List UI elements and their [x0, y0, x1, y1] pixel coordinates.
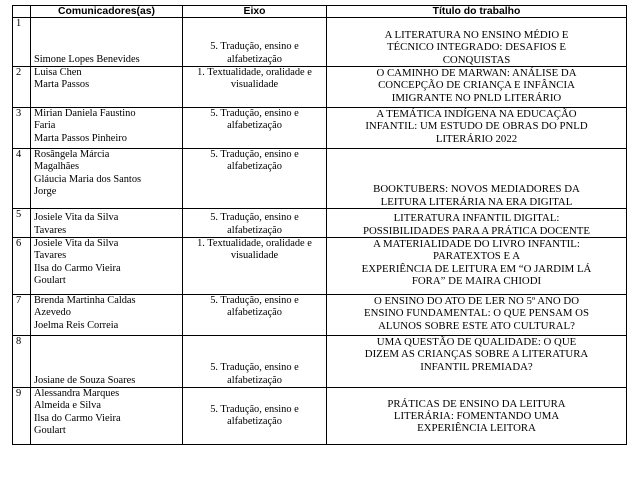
axis-line: visualidade: [230, 79, 279, 91]
author-line: Josiele Vita da Silva: [34, 238, 119, 249]
row-title: [327, 209, 627, 238]
title-line: LITERATURA INFANTIL DIGITAL:: [393, 212, 560, 225]
table-row: [13, 18, 627, 67]
author-line: Josiane de Souza Soares: [34, 374, 136, 386]
table-row: [13, 209, 627, 238]
title-line: DIZEM AS CRIANÇAS SOBRE A LITERATURA: [364, 348, 589, 361]
header-axis: Eixo: [183, 6, 327, 18]
author-line: Goulart: [34, 424, 66, 436]
row-authors: [31, 149, 183, 209]
axis-line: 1. Textualidade, oralidade e: [197, 238, 312, 249]
author-line: Simone Lopes Benevides: [34, 53, 140, 65]
axis-line: 5. Tradução, ensino e: [210, 403, 299, 415]
row-title: [327, 18, 627, 67]
row-authors: [31, 238, 183, 295]
axis-line: alfabetização: [227, 120, 282, 132]
row-title: [327, 336, 627, 388]
table-row: [13, 336, 627, 388]
table-row: [13, 149, 627, 209]
title-line: EXPERIÊNCIA DE LEITURA EM “O JARDIM LÁ: [361, 262, 592, 275]
row-authors: [31, 295, 183, 336]
title-line: PARATEXTOS E A: [433, 250, 520, 263]
row-title: [327, 67, 627, 108]
author-line: Brenda Martinha Caldas: [34, 295, 136, 306]
table-row: [13, 108, 627, 149]
row-title: [327, 295, 627, 336]
axis-line: alfabetização: [227, 307, 282, 319]
row-number: 8: [13, 336, 31, 388]
table-header-row: [13, 6, 627, 18]
title-line: O CAMINHO DE MARWAN: ANÁLISE DA: [376, 67, 577, 79]
row-title: [327, 108, 627, 149]
axis-line: alfabetização: [227, 53, 282, 65]
presentations-table: [12, 5, 627, 445]
row-axis: [183, 209, 327, 238]
header-number: [13, 6, 31, 18]
axis-line: 5. Tradução, ensino e: [210, 362, 299, 374]
table-row: [13, 388, 627, 445]
row-axis: [183, 108, 327, 149]
title-line: A TEMÁTICA INDÍGENA NA EDUCAÇÃO: [376, 108, 577, 120]
author-line: Faria: [34, 120, 56, 132]
axis-line: 5. Tradução, ensino e: [210, 149, 299, 160]
axis-line: visualidade: [230, 250, 279, 262]
row-authors: [31, 336, 183, 388]
author-line: Gláucia Maria dos Santos: [34, 173, 142, 185]
axis-line: 5. Tradução, ensino e: [210, 108, 299, 119]
axis-line: alfabetização: [227, 161, 282, 173]
author-line: Jorge: [34, 185, 57, 197]
title-line: POSSIBILIDADES PARA A PRÁTICA DOCENTE: [363, 224, 590, 237]
axis-line: alfabetização: [227, 416, 282, 427]
title-line: INFANTIL: UM ESTUDO DE OBRAS DO PNLD: [365, 120, 588, 133]
row-number: 1: [13, 18, 31, 67]
axis-line: 5. Tradução, ensino e: [210, 295, 299, 306]
author-line: Tavares: [34, 224, 67, 236]
title-line: TÉCNICO INTEGRADO: DESAFIOS E: [386, 41, 567, 54]
author-line: Luisa Chen: [34, 67, 82, 78]
title-line: BOOKTUBERS: NOVOS MEDIADORES DA: [373, 183, 580, 196]
title-line: LITERÁRIA: FOMENTANDO UMA: [393, 409, 560, 422]
table-row: [13, 238, 627, 295]
axis-line: 5. Tradução, ensino e: [210, 41, 299, 53]
axis-line: 1. Textualidade, oralidade e: [197, 67, 312, 78]
author-line: Azevedo: [34, 307, 71, 319]
title-line: ALUNOS SOBRE ESTE ATO CULTURAL?: [378, 319, 575, 332]
author-line: Rosângela Márcia: [34, 149, 110, 160]
row-title: [327, 149, 627, 209]
row-title: [327, 388, 627, 445]
title-line: INFANTIL PREMIADA?: [420, 360, 533, 373]
title-line: CONQUISTAS: [442, 53, 511, 66]
title-line: LEITURA LITERÁRIA NA ERA DIGITAL: [380, 195, 573, 208]
axis-line: 5. Tradução, ensino e: [210, 212, 299, 224]
row-number: 3: [13, 108, 31, 149]
title-line: IMIGRANTE NO PNLD LITERÁRIO: [391, 91, 562, 104]
title-line: ENSINO FUNDAMENTAL: O QUE PENSAM OS: [364, 307, 589, 320]
title-line: PRÁTICAS DE ENSINO DA LEITURA: [387, 397, 566, 410]
author-line: Ilsa do Carmo Vieira: [34, 262, 121, 274]
author-line: Joelma Reis Correia: [34, 319, 119, 331]
title-line: CONCEPÇÃO DE CRIANÇA E INFÂNCIA: [378, 79, 575, 92]
author-line: Magalhães: [34, 161, 80, 173]
row-axis: [183, 18, 327, 67]
row-axis: [183, 295, 327, 336]
title-line: A MATERIALIDADE DO LIVRO INFANTIL:: [373, 238, 580, 250]
row-axis: [183, 149, 327, 209]
row-axis: [183, 336, 327, 388]
title-line: LITERÁRIO 2022: [435, 132, 518, 145]
row-number: 6: [13, 238, 31, 295]
author-line: Marta Passos Pinheiro: [34, 132, 127, 144]
table-row: [13, 295, 627, 336]
row-number: 2: [13, 67, 31, 108]
row-number: 7: [13, 295, 31, 336]
author-line: Ilsa do Carmo Vieira: [34, 412, 121, 424]
row-title: [327, 238, 627, 295]
title-line: A LITERATURA NO ENSINO MÉDIO E: [384, 29, 569, 42]
author-line: Tavares: [34, 250, 67, 262]
axis-line: alfabetização: [227, 374, 282, 386]
row-axis: [183, 67, 327, 108]
row-axis: [183, 388, 327, 445]
header-title: Título do trabalho: [327, 6, 627, 18]
title-line: UMA QUESTÃO DE QUALIDADE: O QUE: [376, 336, 577, 348]
axis-line: alfabetização: [227, 224, 282, 236]
title-line: O ENSINO DO ATO DE LER NO 5º ANO DO: [374, 295, 579, 307]
row-authors: [31, 388, 183, 445]
row-number: 4: [13, 149, 31, 209]
row-authors: [31, 67, 183, 108]
row-authors: [31, 108, 183, 149]
row-authors: [31, 18, 183, 67]
title-line: FORA” DE MAIRA CHIODI: [411, 274, 542, 287]
row-number: 5: [13, 209, 31, 238]
author-line: Goulart: [34, 274, 66, 286]
row-axis: [183, 238, 327, 295]
author-line: Josiele Vita da Silva: [34, 212, 119, 224]
author-line: Almeida e Silva: [34, 400, 101, 412]
header-authors: Comunicadores(as): [31, 6, 183, 18]
row-authors: [31, 209, 183, 238]
row-number: 9: [13, 388, 31, 445]
author-line: Mirian Daniela Faustino: [34, 108, 136, 119]
title-line: EXPERIÊNCIA LEITORA: [417, 422, 536, 435]
author-line: Marta Passos: [34, 79, 90, 91]
table-row: [13, 67, 627, 108]
author-line: Alessandra Marques: [34, 388, 120, 399]
